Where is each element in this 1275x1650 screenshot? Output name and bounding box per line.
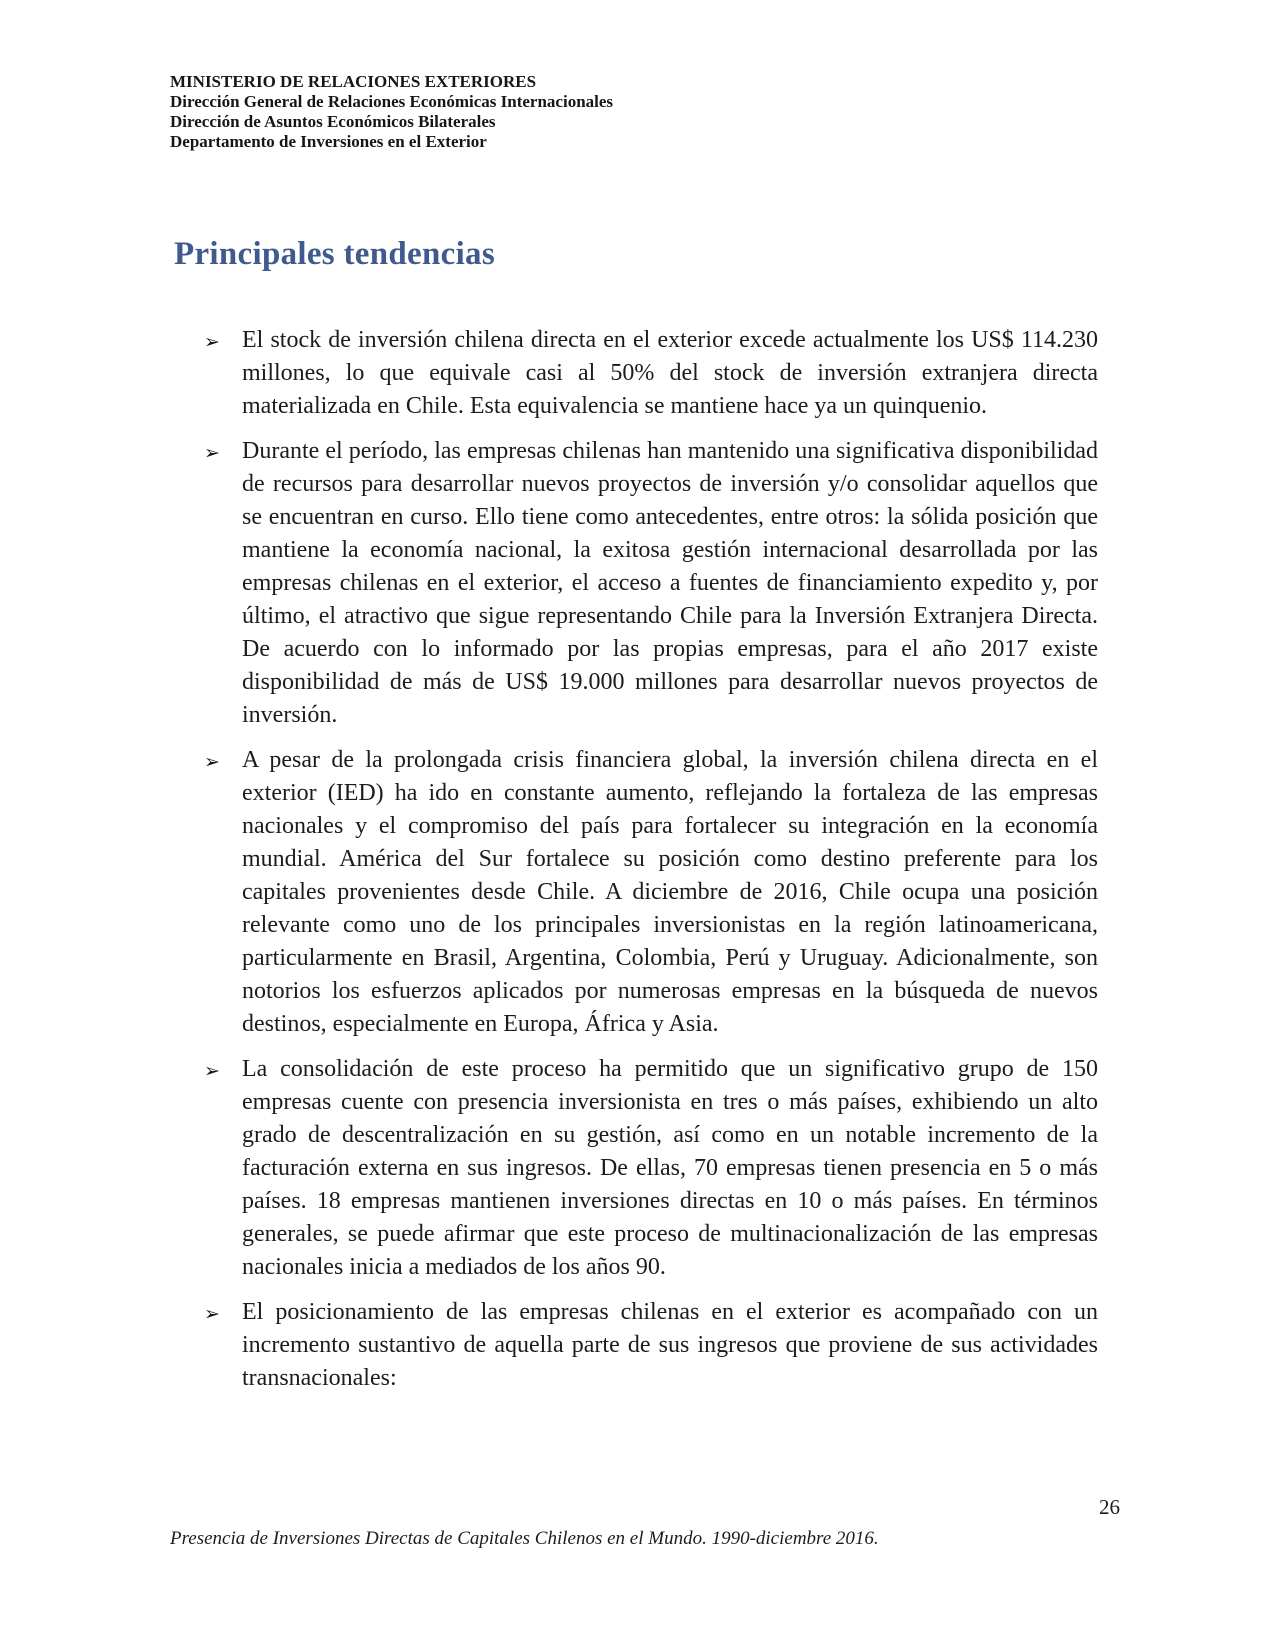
bullet-item-consolidacion-proceso (204, 1053, 1098, 1284)
bullet-text: La consolidación de este proceso ha permitido que un significativo grupo de 150 empresas cuente con presencia inversionista en tres o más países, exhibiendo un alto grado de descentralización en su gestión, así como en un notable incremento de la facturación externa en sus ingresos. De ellas, 70 empresas tienen presencia en 5 o más países. 18 empresas mantienen inversiones directas en 10 o más países. En términos generales, se puede afirmar que este proceso de multinacionalización de las empresas nacionales inicia a mediados de los años 90. (242, 1056, 1098, 1280)
letterhead (170, 72, 613, 152)
letterhead-line-direccion-asuntos: Dirección de Asuntos Económicos Bilaterales (170, 112, 496, 131)
arrowhead-bullet-icon: ➢ (204, 1303, 220, 1325)
footer-source-line: Presencia de Inversiones Directas de Capitales Chilenos en el Mundo. 1990-diciembre 2016. (170, 1528, 879, 1549)
bullet-list (204, 324, 1098, 1407)
letterhead-line-departamento: Departamento de Inversiones en el Exterior (170, 132, 487, 151)
bullet-item-posicionamiento-empresas (204, 1296, 1098, 1395)
bullet-text: Durante el período, las empresas chilenas han mantenido una significativa disponibilidad de recursos para desarrollar nuevos proyectos de inversión y/o consolidar aquellos que se encuentran en curso. Ello tiene como antecedentes, entre otros: la sólida posición que mantiene la economía nacional, la exitosa gestión internacional desarrollada por las empresas chilenas en el exterior, el acceso a fuentes de financiamiento expedito y, por último, el atractivo que sigue representando Chile para la Inversión Extranjera Directa. De acuerdo con lo informado por las propias empresas, para el año 2017 existe disponibilidad de más de US$ 19.000 millones para desarrollar nuevos proyectos de inversión. (242, 438, 1098, 728)
bullet-item-stock-inversion (204, 324, 1098, 423)
arrowhead-bullet-icon: ➢ (204, 1060, 220, 1082)
letterhead-line-direccion-general: Dirección General de Relaciones Económicas Internacionales (170, 92, 614, 111)
bullet-item-crisis-financiera (204, 744, 1098, 1041)
bullet-item-disponibilidad-recursos (204, 435, 1098, 732)
arrowhead-bullet-icon: ➢ (204, 751, 220, 773)
page-number: 26 (1099, 1495, 1120, 1519)
letterhead-line-ministry: MINISTERIO DE RELACIONES EXTERIORES (170, 72, 537, 91)
arrowhead-bullet-icon: ➢ (204, 331, 220, 353)
bullet-text: El stock de inversión chilena directa en el exterior excede actualmente los US$ 114.230 millones, lo que equivale casi al 50% del stock de inversión extranjera directa materializada en Chile. Esta equivalencia se mantiene hace ya un quinquenio. (242, 327, 1098, 419)
page-title: Principales tendencias (174, 236, 496, 273)
bullet-text: A pesar de la prolongada crisis financiera global, la inversión chilena directa en el exterior (IED) ha ido en constante aumento, reflejando la fortaleza de las empresas nacionales y el compromiso del país para fortalecer su integración en la economía mundial. América del Sur fortalece su posición como destino preferente para los capitales provenientes desde Chile. A diciembre de 2016, Chile ocupa una posición relevante como uno de los principales inversionistas en la región latinoamericana, particularmente en Brasil, Argentina, Colombia, Perú y Uruguay. Adicionalmente, son notorios los esfuerzos aplicados por numerosas empresas en la búsqueda de nuevos destinos, especialmente en Europa, África y Asia. (242, 747, 1098, 1037)
arrowhead-bullet-icon: ➢ (204, 442, 220, 464)
bullet-text: El posicionamiento de las empresas chilenas en el exterior es acompañado con un incremento sustantivo de aquella parte de sus ingresos que proviene de sus actividades transnacionales: (242, 1299, 1098, 1391)
